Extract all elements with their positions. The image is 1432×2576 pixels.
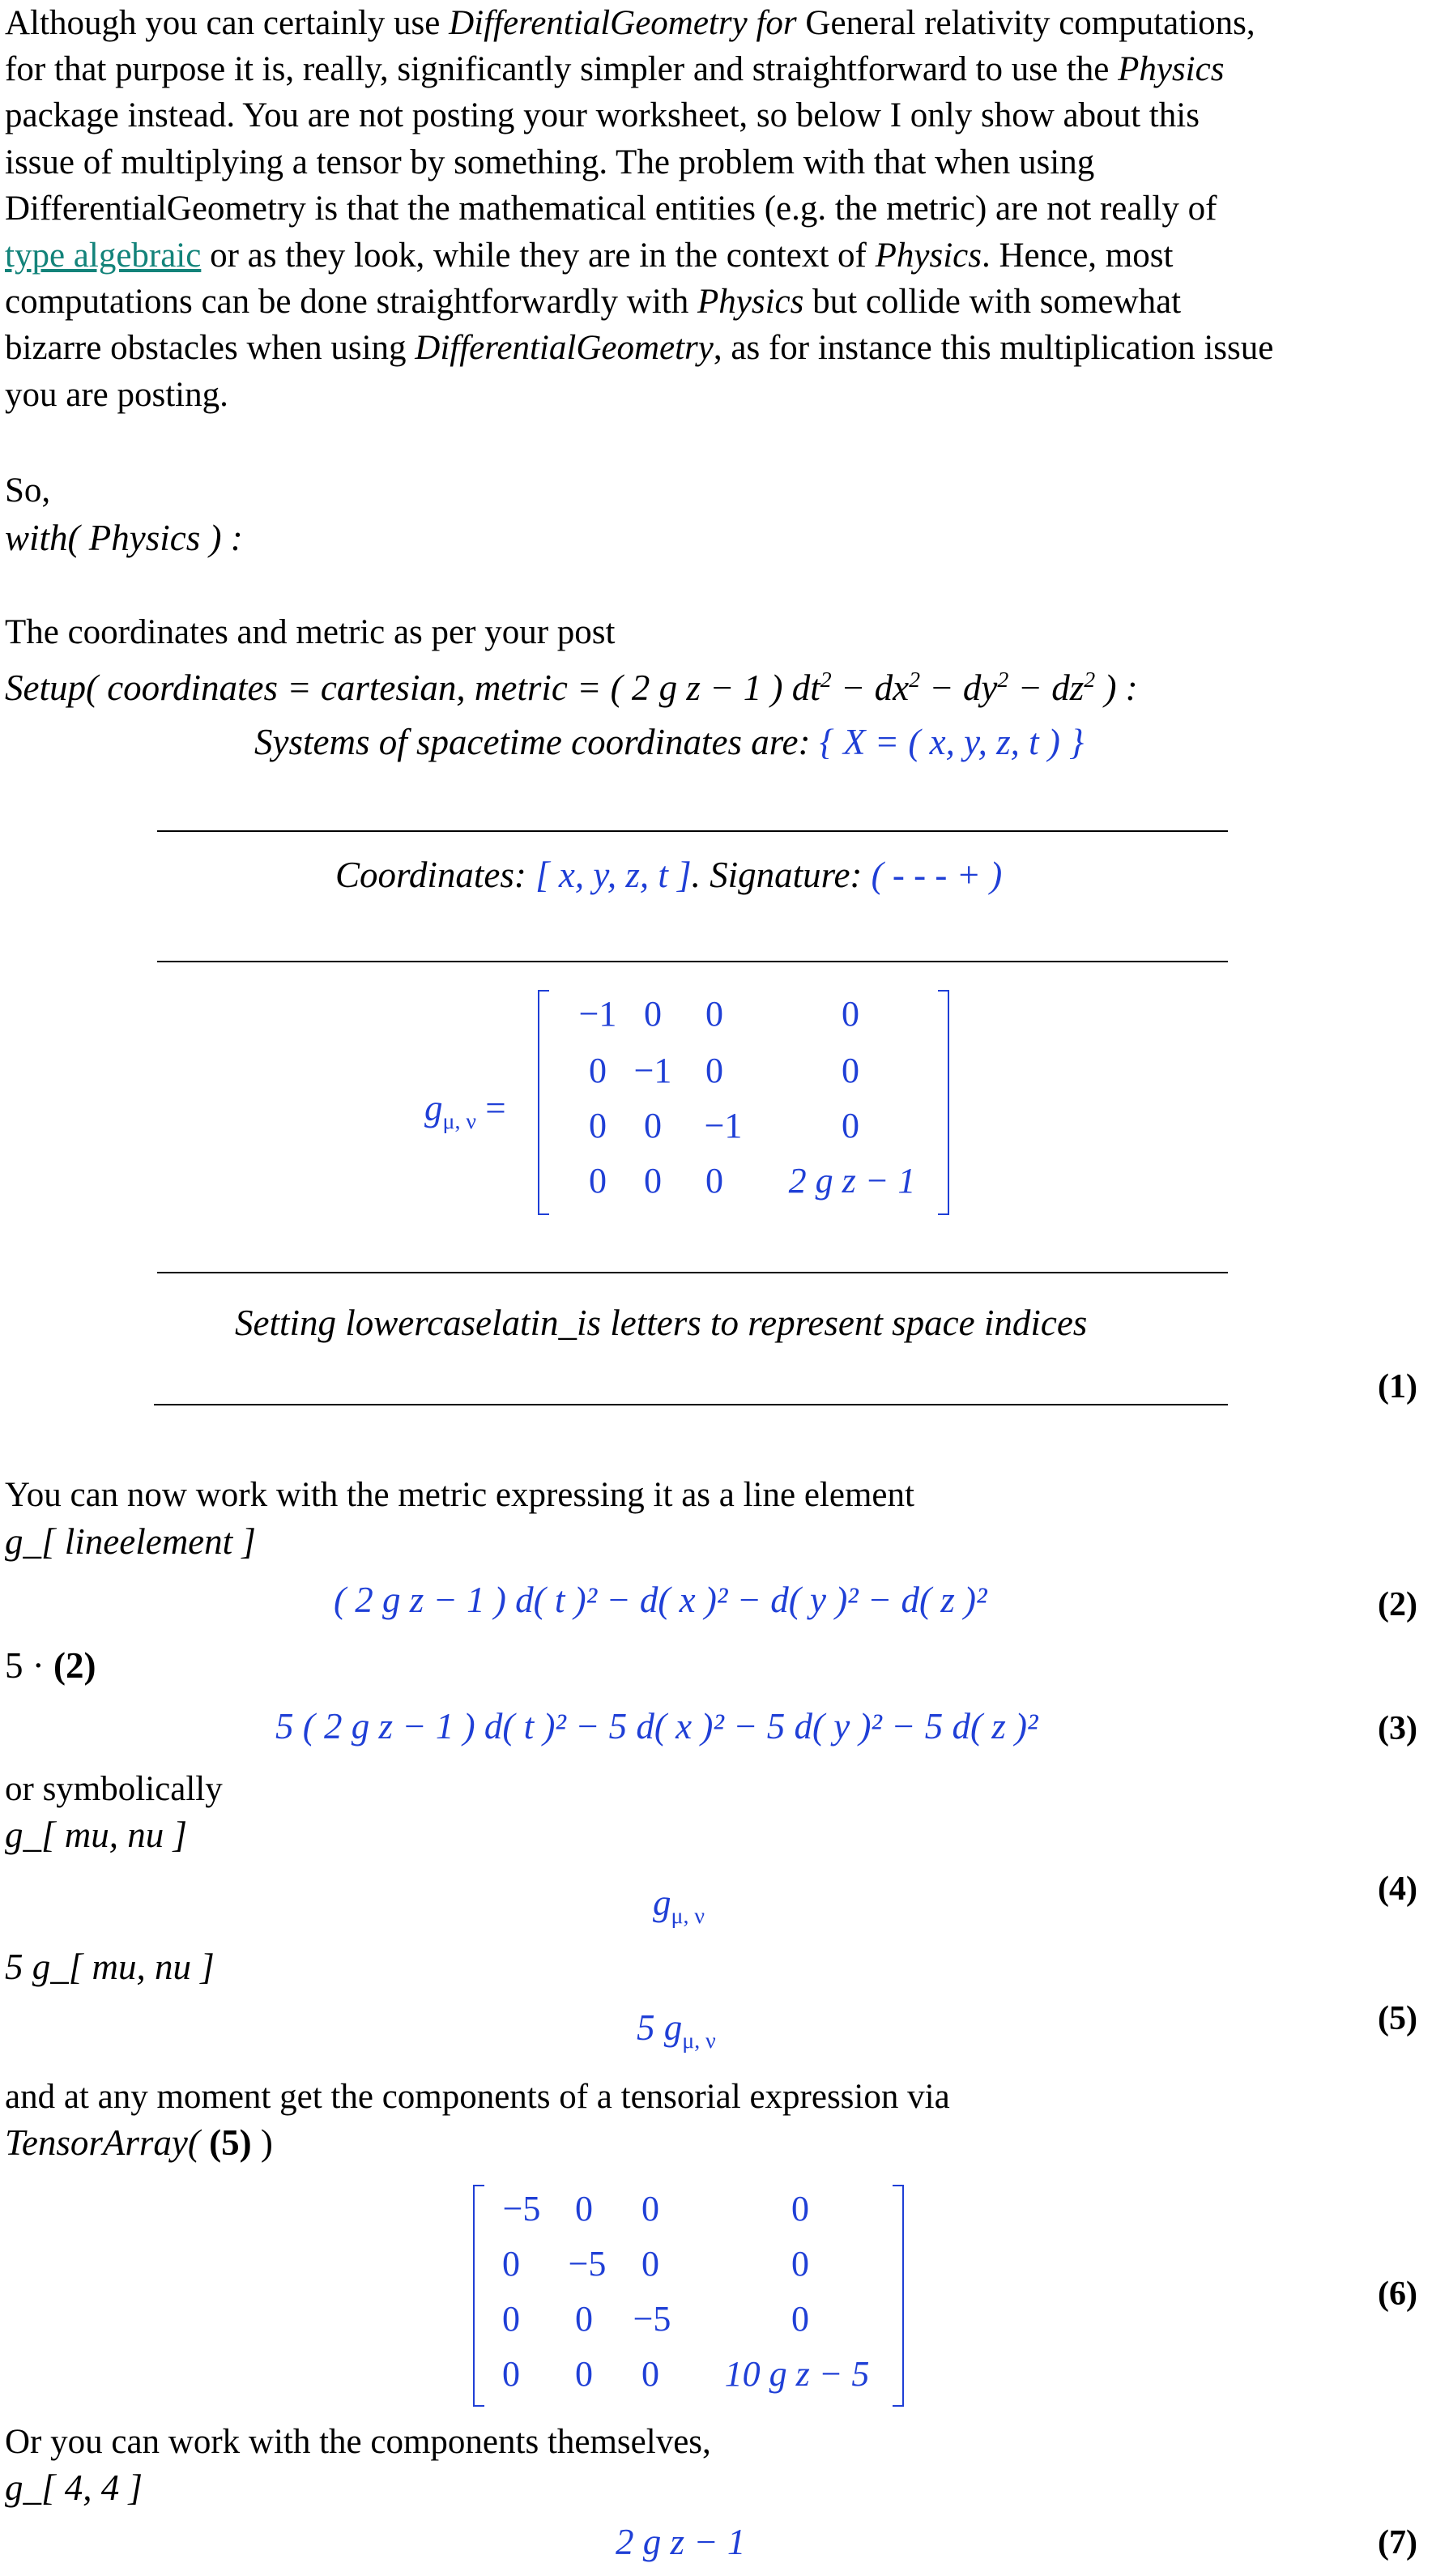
divider-4 [154, 1404, 1228, 1405]
components-intro-text: Or you can work with the components themselves, [5, 2423, 711, 2461]
so-label: So, [5, 471, 51, 510]
result-5: 5 $g_{\mu, \nu}$ [637, 2007, 716, 2054]
setting-output: Setting lowercaselatin_is letters to represent space indices [235, 1303, 1088, 1343]
matrix-cell: 0 [842, 994, 859, 1034]
matrix-cell: 0 [842, 1051, 859, 1090]
equation-label-4: (4) [1378, 1870, 1417, 1908]
matrix-cell: 2 g z − 1 [788, 1161, 916, 1201]
g44-command[interactable]: g_[ 4, 4 ] [5, 2467, 143, 2508]
intro-line-6: type algebraic or as they look, while they are in the context of Physics. Hence, most [5, 237, 1174, 275]
matrix-cell: −1 [633, 1051, 672, 1090]
matrix-cell: −5 [633, 2299, 671, 2339]
intro-line-5: DifferentialGeometry is that the mathematical entities (e.g. the metric) are not really of [5, 190, 1217, 228]
matrix-cell: 0 [705, 1161, 723, 1201]
metric-matrix [538, 990, 949, 1215]
equation-label-1: (1) [1378, 1368, 1417, 1405]
matrix-cell: 0 [641, 2189, 659, 2228]
matrix-cell: 0 [641, 2244, 659, 2284]
matrix-left-bracket [538, 990, 549, 1215]
equation-label-5: (5) [1378, 2000, 1417, 2037]
coords-intro-text: The coordinates and metric as per your post [5, 613, 616, 651]
matrix-cell: 0 [791, 2189, 809, 2228]
five-munu-command[interactable]: 5 g_[ mu, nu ] [5, 1947, 215, 1987]
intro-line-4: issue of multiplying a tensor by something. The problem with that when using [5, 143, 1095, 181]
matrix-cell: −5 [568, 2244, 607, 2284]
intro-line-9: you are posting. [5, 376, 228, 414]
matrix-cell: 0 [502, 2244, 520, 2284]
matrix-cell: 0 [705, 1051, 723, 1090]
matrix-cell: 0 [791, 2244, 809, 2284]
line-element-intro: You can now work with the metric expressing it as a line element [5, 1476, 914, 1514]
systems-output: Systems of spacetime coordinates are: { X = ( x, y, z, t ) } [254, 722, 1085, 762]
tensor-array-matrix [473, 2185, 904, 2407]
matrix-cell: 0 [705, 994, 723, 1034]
matrix-cell: −1 [578, 994, 617, 1034]
intro-line-7: computations can be done straightforwardly with Physics but collide with somewhat [5, 283, 1182, 321]
matrix-cell: 0 [644, 1106, 662, 1145]
result-3: 5 ( 2 g z − 1 ) d( t )² − 5 d( x )² − 5 d( y )² − 5 d( z )² [275, 1706, 1038, 1746]
matrix-cell: 0 [644, 1161, 662, 1201]
result-7: 2 g z − 1 [616, 2522, 746, 2562]
equation-label-3: (3) [1378, 1710, 1417, 1747]
equation-label-2: (2) [1378, 1586, 1417, 1623]
symbolically-text: or symbolically [5, 1770, 223, 1808]
lineelement-command[interactable]: g_[ lineelement ] [5, 1521, 256, 1562]
matrix-cell: 0 [575, 2189, 593, 2228]
matrix-cell: 0 [644, 994, 662, 1034]
result-4: $g_{\mu, \nu}$ [653, 1883, 705, 1929]
with-physics-command[interactable]: with( Physics ) : [5, 518, 243, 558]
tensorarray-command[interactable]: TensorArray( (5) ) [5, 2122, 273, 2163]
intro-line-3: package instead. You are not posting your worksheet, so below I only show about this [5, 96, 1200, 134]
equation-label-7: (7) [1378, 2524, 1417, 2561]
result-2: ( 2 g z − 1 ) d( t )² − d( x )² − d( y )² − d( z )² [334, 1580, 987, 1620]
matrix-cell: 0 [589, 1051, 607, 1090]
divider-1 [157, 830, 1228, 832]
five-times-2-command[interactable]: 5 · (2) [5, 1645, 96, 1686]
matrix-cell: −5 [502, 2189, 541, 2228]
type-algebraic-link[interactable]: type algebraic [5, 237, 202, 275]
divider-3 [157, 1272, 1228, 1273]
matrix-left-bracket [473, 2185, 484, 2407]
matrix-cell: 0 [791, 2299, 809, 2339]
matrix-cell: 0 [575, 2299, 593, 2339]
divider-2 [157, 961, 1228, 962]
intro-line-2: for that purpose it is, really, significantly simpler and straightforward to use the Physics [5, 50, 1225, 88]
tensor-intro-text: and at any moment get the components of a tensorial expression via [5, 2078, 950, 2116]
intro-line-1: Although you can certainly use DifferentialGeometry for General relativity computations, [5, 4, 1255, 42]
matrix-cell: 0 [589, 1106, 607, 1145]
matrix-cell: 10 g z − 5 [724, 2354, 870, 2394]
matrix-cell: 0 [641, 2354, 659, 2394]
setup-command[interactable]: Setup( coordinates = cartesian, metric = ( 2 g z − 1 ) $dt^2 - dx^2 - dy^2 - dz^2$ ) : [5, 667, 1138, 708]
munu-command[interactable]: g_[ mu, nu ] [5, 1815, 188, 1855]
matrix-cell: 0 [589, 1161, 607, 1201]
matrix-cell: 0 [842, 1106, 859, 1145]
matrix-cell: −1 [704, 1106, 743, 1145]
matrix-right-bracket [893, 2185, 904, 2407]
matrix-cell: 0 [502, 2354, 520, 2394]
coordinates-output: Coordinates: [ x, y, z, t ]. Signature: ( - - - + ) [335, 855, 1003, 895]
matrix-cell: 0 [575, 2354, 593, 2394]
equation-label-6: (6) [1378, 2275, 1417, 2313]
metric-lhs: $g_{\mu, \nu}$ = [424, 1088, 506, 1134]
intro-line-8: bizarre obstacles when using DifferentialGeometry, as for instance this multiplication issue [5, 329, 1274, 367]
matrix-cell: 0 [502, 2299, 520, 2339]
